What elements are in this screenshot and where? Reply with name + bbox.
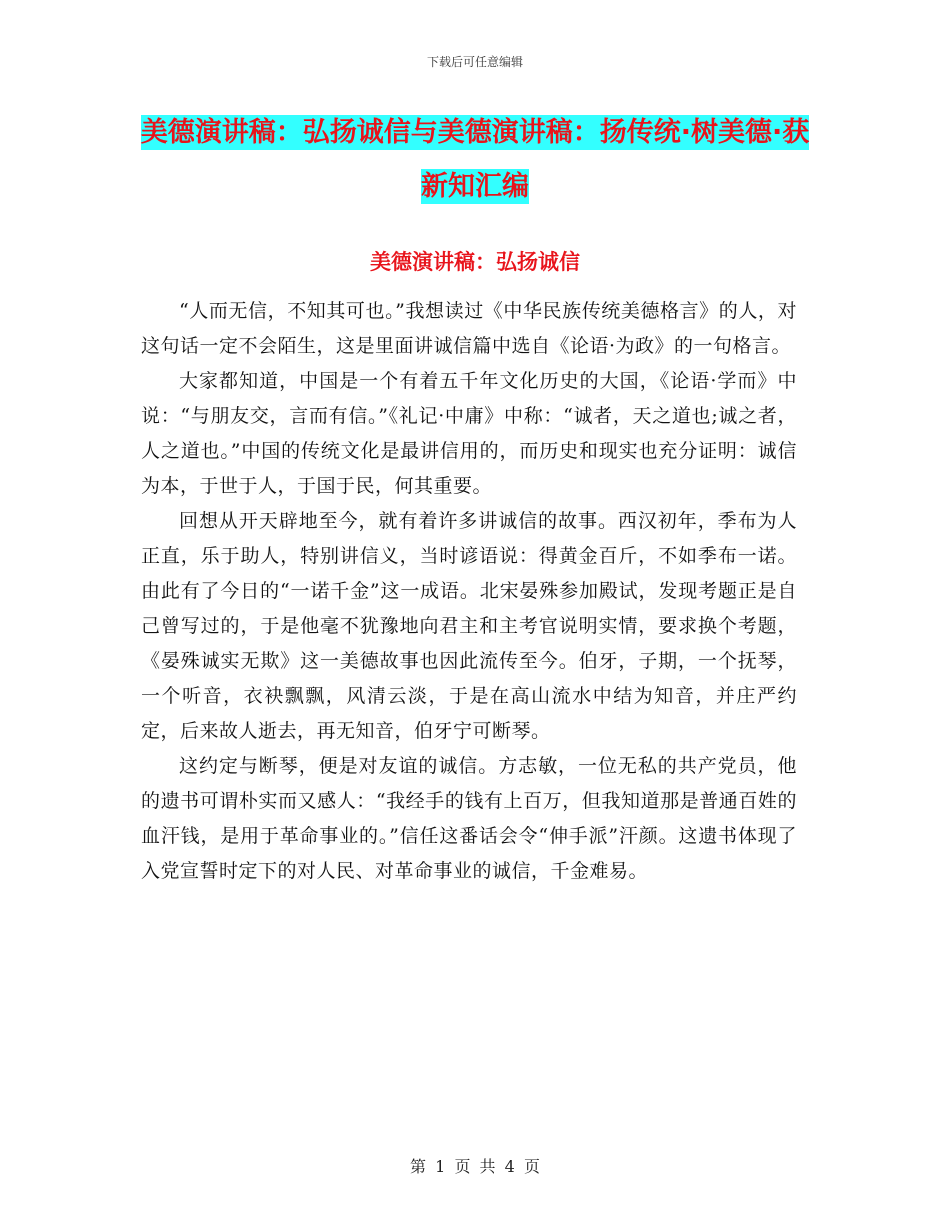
paragraph: “人而无信，不知其可也。”我想读过《中华民族传统美德格言》的人，对这句话一定不会陌生，这是里面讲诚信篇中选自《论语·为政》的一句格言。 [141,300,797,357]
page-number: 1 [435,1157,446,1176]
section-subtitle: 美德演讲稿：弘扬诚信 [370,250,580,274]
footer-total-prefix: 共 [479,1157,496,1176]
document-title [140,106,810,214]
page-footer [0,1154,950,1177]
footer-prefix: 第 [410,1157,427,1176]
title-highlight: 美德演讲稿：弘扬诚信与美德演讲稿：扬传统·树美德·获新知汇编 [140,117,810,202]
footer-page-unit: 页 [454,1157,471,1176]
paragraph: 回想从开天辟地至今，就有着许多讲诚信的故事。西汉初年，季布为人正直，乐于助人，特别讲信义，当时谚语说：得黄金百斤，不如季布一诺。由此有了今日的“一诺千金”这一成语。北宋晏殊参加殿试，发现考题正是自己曾写过的，于是他毫不犹豫地向君主和主考官说明实情，要求换个考题，《晏殊诚实无欺》这一美德故事也因此流传至今。伯牙，子期，一个抚琴，一个听音，衣袂飘飘，风清云淡，于是在高山流水中结为知音，并庄严约定，后来故人逝去，再无知音，伯牙宁可断琴。 [141,510,797,742]
paragraph: 大家都知道，中国是一个有着五千年文化历史的大国，《论语·学而》中说：“与朋友交，言而有信。”《礼记·中庸》中称：“诚者，天之道也;诚之者，人之道也。”中国的传统文化是最讲信用的，而历史和现实也充分证明：诚信为本，于世于人，于国于民，何其重要。 [141,370,797,497]
header-note: 下载后可任意编辑 [426,55,523,69]
footer-total-unit: 页 [523,1157,540,1176]
paragraph: 这约定与断琴，便是对友谊的诚信。方志敏，一位无私的共产党员，他的遗书可谓朴实而又感人：“我经手的钱有上百万，但我知道那是普通百姓的血汗钱，是用于革命事业的。”信任这番话会令“伸手派”汗颜。这遗书体现了入党宣誓时定下的对人民、对革命事业的诚信，千金难易。 [141,755,797,882]
body-text [141,294,797,889]
total-pages: 4 [504,1157,515,1176]
